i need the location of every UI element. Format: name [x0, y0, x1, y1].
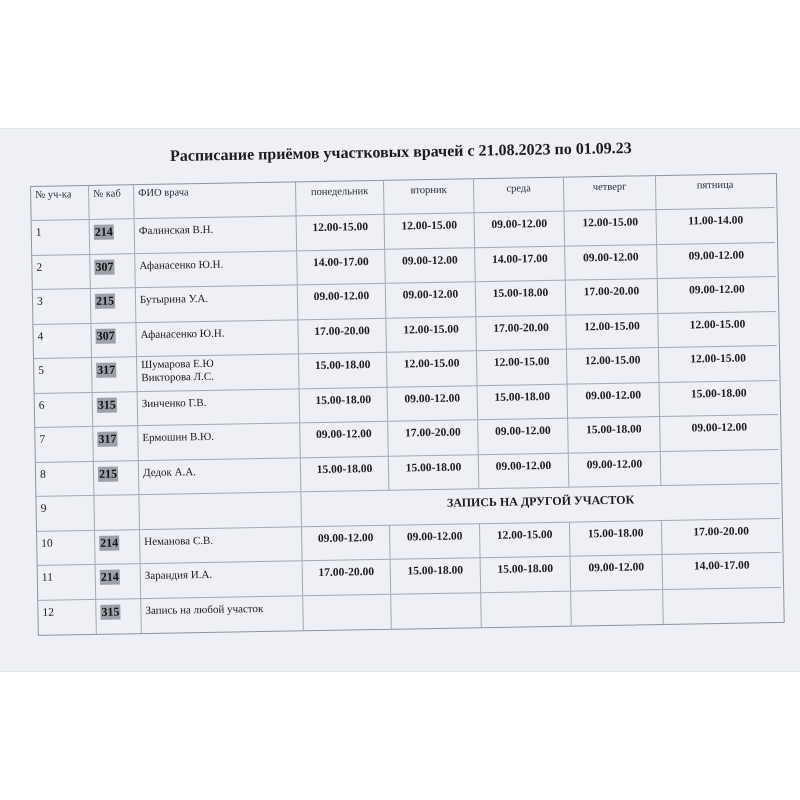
- header-kab: № каб: [89, 185, 135, 220]
- doctor-name: [144, 499, 297, 502]
- doctor-name-cell: [140, 527, 303, 564]
- reception-time: 15.00-18.00: [476, 281, 567, 317]
- reception-time: 17.00-20.00: [388, 420, 479, 456]
- doctor-name: Запись на любой участок: [145, 602, 264, 617]
- reception-time: 09.00-12.00: [565, 245, 658, 281]
- doctor-name-cell: [135, 217, 298, 254]
- reception-time: 09.00-12.00: [385, 248, 476, 284]
- reception-time: 12.00-15.00: [566, 314, 659, 350]
- cabinet-number: 315: [97, 397, 116, 412]
- doctor-name: Фалинская В.Н.: [138, 224, 214, 238]
- cabinet-cell: [93, 426, 139, 461]
- reception-time: 14.00-17.00: [663, 553, 782, 590]
- reception-time: [663, 587, 782, 624]
- reception-time: 11.00-14.00: [657, 208, 776, 245]
- cabinet-cell: [91, 289, 137, 324]
- cabinet-number: 214: [100, 535, 119, 550]
- uchastok-number: 6: [35, 393, 94, 428]
- cabinet-number: 215: [95, 293, 115, 309]
- reception-time: 12.00-15.00: [567, 348, 660, 384]
- schedule-table: [30, 173, 785, 636]
- doctor-name-cell: [138, 424, 301, 461]
- cabinet-cell: [90, 254, 136, 289]
- cabinet-number: 307: [96, 328, 115, 343]
- doctor-name: Ермошин В.Ю.: [142, 431, 215, 445]
- header-monday: понедельник: [296, 181, 385, 217]
- uchastok-number: 8: [36, 462, 95, 497]
- reception-time: 12.00-15.00: [565, 211, 658, 247]
- doctor-name: Бутырина У.А.: [139, 293, 209, 307]
- doctor-name-cell: [137, 355, 300, 392]
- reception-time: 09.00-12.00: [658, 277, 777, 314]
- uchastok-number: 5: [34, 358, 93, 393]
- doctor-name: Викторова Л.С.: [141, 371, 215, 385]
- doctor-name: Афанасенко Ю.Н.: [140, 327, 225, 341]
- reception-time: 15.00-18.00: [389, 455, 480, 491]
- reception-time: 15.00-18.00: [570, 521, 663, 557]
- reception-time: 12.00-15.00: [386, 317, 477, 353]
- cabinet-cell: [90, 220, 136, 255]
- reception-time: 12.00-15.00: [480, 522, 571, 558]
- header-friday: пятница: [656, 174, 775, 211]
- doctor-name: Афанасенко Ю.Н.: [139, 258, 224, 273]
- doctor-name: Зинченко Г.В.: [141, 396, 207, 410]
- uchastok-number: 4: [33, 324, 92, 359]
- reception-time: 15.00-18.00: [299, 353, 388, 389]
- reception-time: [571, 590, 664, 626]
- cabinet-number: 315: [101, 604, 120, 619]
- reception-time: 09.00-12.00: [298, 284, 387, 320]
- header-tuesday: вторник: [384, 179, 475, 215]
- uchastok-number: 9: [36, 496, 95, 531]
- doctor-name-cell: [136, 320, 299, 357]
- cabinet-cell: [96, 564, 142, 599]
- reception-time: 09.00-12.00: [478, 419, 569, 455]
- uchastok-number: 2: [32, 255, 91, 290]
- reception-time: [481, 591, 572, 627]
- reception-time: [303, 594, 392, 630]
- doctor-name-cell: [139, 492, 302, 529]
- reception-time: 12.00-15.00: [477, 350, 568, 386]
- reception-time: 14.00-17.00: [475, 247, 566, 283]
- reception-time: 17.00-20.00: [662, 519, 781, 556]
- reception-time: 15.00-18.00: [301, 456, 390, 492]
- cabinet-number: 317: [98, 431, 117, 447]
- uchastok-number: 12: [38, 599, 97, 634]
- reception-time: [661, 450, 780, 487]
- header-wednesday: среда: [474, 178, 565, 214]
- reception-time: 14.00-17.00: [297, 250, 386, 286]
- doctor-name-cell: [141, 596, 304, 633]
- reception-time: 15.00-18.00: [391, 558, 482, 594]
- reception-time: 12.00-15.00: [658, 312, 777, 349]
- doctor-name: Шумарова Е.Ю: [141, 358, 214, 372]
- document-title: Расписание приёмов участковых врачей с 21.08.2023 по 01.09.23: [169, 139, 632, 165]
- reception-time: 12.00-15.00: [387, 352, 478, 388]
- cabinet-number: 307: [95, 259, 114, 274]
- reception-time: 09.00-12.00: [388, 386, 479, 422]
- reception-time: 17.00-20.00: [566, 279, 659, 315]
- uchastok-number: 7: [35, 427, 94, 462]
- header-fio: ФИО врача: [134, 182, 297, 219]
- doctor-name: Неманова С.В.: [144, 534, 214, 548]
- uchastok-number: 1: [32, 220, 91, 255]
- cabinet-cell: [94, 461, 140, 496]
- reception-time: 15.00-18.00: [660, 381, 779, 418]
- reception-time: 15.00-18.00: [478, 384, 569, 420]
- cabinet-cell: [96, 599, 142, 634]
- reception-time: 09.00-12.00: [479, 453, 570, 489]
- reception-time: 12.00-15.00: [659, 346, 778, 383]
- cabinet-cell: [91, 323, 137, 358]
- doctor-name-cell: [135, 251, 298, 288]
- doctor-name-cell: [141, 561, 304, 598]
- reception-time: 09.00-12.00: [660, 415, 779, 452]
- reception-time: 09.00-12.00: [475, 212, 566, 248]
- cabinet-number: 317: [97, 362, 116, 378]
- reception-time: [391, 593, 482, 629]
- doctor-name: Дедок А.А.: [142, 465, 197, 479]
- reception-time: 09.00-12.00: [568, 383, 661, 419]
- cabinet-cell: [95, 530, 141, 565]
- uchastok-number: 3: [33, 289, 92, 324]
- reception-time: 15.00-18.00: [481, 557, 572, 593]
- reception-time: 09.00-12.00: [386, 283, 477, 319]
- uchastok-number: 10: [37, 531, 96, 566]
- uchastok-number: 11: [38, 565, 97, 600]
- cabinet-number: 214: [94, 225, 113, 240]
- cabinet-number: 215: [98, 466, 118, 481]
- reception-time: 09.00-12.00: [569, 452, 662, 488]
- reception-time: 09.00-12.00: [657, 243, 776, 280]
- cabinet-cell: [93, 392, 139, 427]
- cabinet-number: 214: [100, 569, 119, 584]
- header-uch: № уч-ка: [31, 186, 90, 221]
- reception-time: 09.00-12.00: [300, 422, 389, 458]
- reception-time: 15.00-18.00: [568, 417, 661, 453]
- doctor-name: Зарандия И.А.: [144, 568, 213, 583]
- reception-time: 09.00-12.00: [302, 525, 391, 561]
- reception-time: 15.00-18.00: [300, 388, 389, 424]
- doctor-name-cell: [139, 458, 302, 495]
- reception-time: 17.00-20.00: [476, 316, 567, 352]
- reception-time: 09.00-12.00: [390, 524, 481, 560]
- cabinet-cell: [92, 357, 138, 392]
- reception-time: 12.00-15.00: [385, 214, 476, 250]
- merged-note: ЗАПИСЬ НА ДРУГОЙ УЧАСТОК: [301, 484, 780, 527]
- reception-time: 17.00-20.00: [298, 319, 387, 355]
- reception-time: 09.00-12.00: [571, 555, 664, 591]
- reception-time: 17.00-20.00: [303, 560, 392, 596]
- cabinet-cell: [94, 495, 140, 530]
- doctor-name-cell: [138, 389, 301, 426]
- header-thursday: четверг: [564, 176, 657, 212]
- reception-time: 12.00-15.00: [297, 215, 386, 251]
- doctor-name-cell: [136, 286, 299, 323]
